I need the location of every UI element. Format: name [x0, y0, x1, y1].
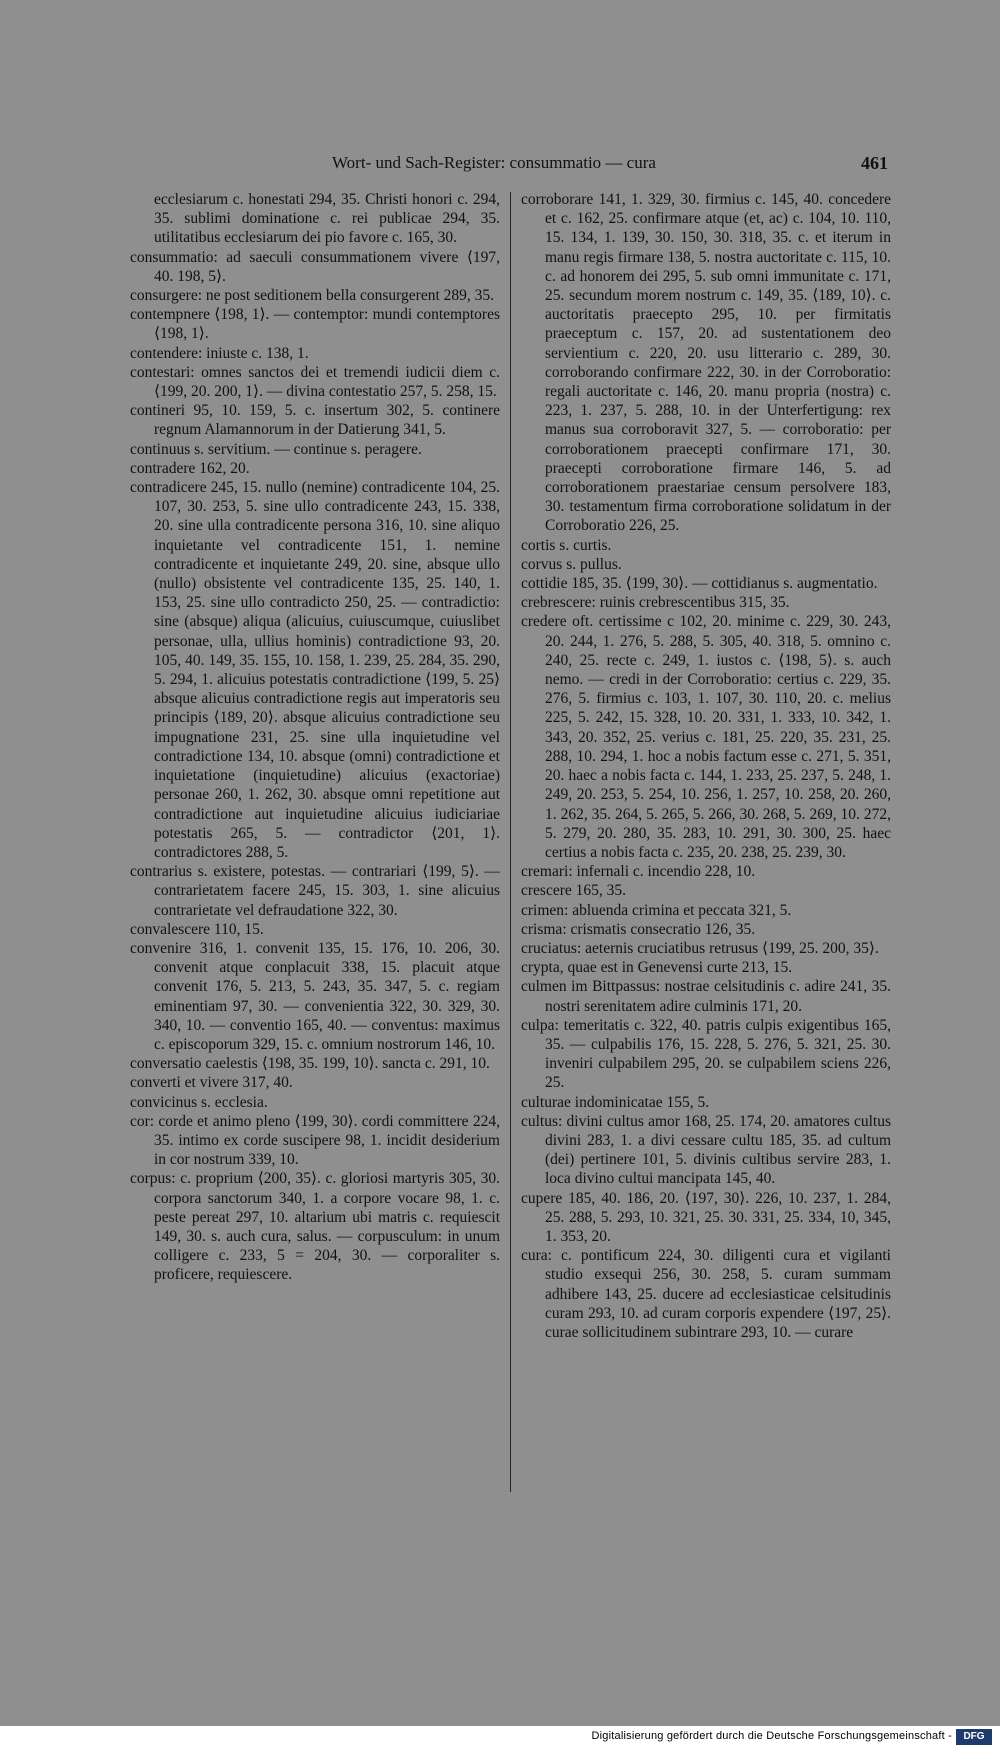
register-entry: crypta, quae est in Genevensi curte 213, 15. — [521, 959, 793, 977]
register-entry: culpa: temeritatis c. 322, 40. patris culpis exigentibus 165, 35. — culpabilis 176, 15. 228, 5. 276, 5. 321, 25. 30. inveniri culpabilem 295, 20. se culpabilem sciens 226, 25. — [521, 1016, 891, 1092]
register-entry: cruciatus: aeternis cruciatibus retrusus ⟨199, 25. 200, 35⟩. — [521, 939, 879, 957]
register-entry: cupere 185, 40. 186, 20. ⟨197, 30⟩. 226, 10. 237, 1. 284, 25. 288, 5. 293, 10. 321, 25. 30. 331, 25. 334, 10, 345, 1. 353, 20. — [521, 1189, 891, 1245]
register-entry: consummatio: ad saeculi consummationem vivere ⟨197, 40. 198, 5⟩. — [130, 248, 500, 285]
dfg-logo: DFG — [956, 1729, 992, 1745]
funding-credit: Digitalisierung gefördert durch die Deutsche Forschungsgemeinschaft - — [591, 1730, 952, 1742]
register-entry: convenire 316, 1. convenit 135, 15. 176, 10. 206, 30. convenit atque conplacuit 338, 15. placuit atque convenit 176, 5. 213, 5. 243, 35. 347, 5. c. regiam eminentiam 97, 30. — convenientia 322, 30. 329, 30. 340, 10. — conventio 165, 40. — conventus: maximus c. episcoporum 329, 15. c. omnium nostrorum 146, 10. — [130, 939, 500, 1053]
register-entry: corpus: c. proprium ⟨200, 35⟩. c. gloriosi martyris 305, 30. corpora sanctorum 340, 1. a corpore vocare 98, 1. c. peste pereat 297, 10. altarium ubi matris c. requiescit 149, 30. s. auch cura, salus. — corpusculum: in unum colligere c. 233, 5 = 204, 30. — corporaliter s. proficere, requiescere. — [130, 1170, 500, 1284]
register-entry: crescere 165, 35. — [521, 882, 627, 900]
column-divider — [510, 192, 511, 1492]
register-entry: credere oft. certissime c 102, 20. minime c. 229, 30. 243, 20. 244, 1. 276, 5. 288, 5. 305, 40. 318, 5. omnino c. 240, 25. recte c. 249, 1. iustos c. ⟨198, 5⟩. s. auch nemo. — credi in der Corroboratio: certius c. 229, 35. 276, 5. firmius c. 103, 1. 107, 30. 110, 20. c. melius 225, 5. 242, 15. 328, 10. 20. 331, 1. 333, 10. 342, 1. 343, 20. 352, 25. verius c. 181, 25. 220, 35. 231, 25. 288, 10. 294, 1. hoc a nobis factum esse c. 271, 5. 351, 20. haec a nobis facta c. 144, 1. 233, 25. 237, 5. 248, 1. 249, 20. 253, 5. 254, 10. 256, 1. 257, 10. 258, 20. 260, 1. 262, 35. 264, 5. 265, 5. 266, 30. 268, 5. 269, 10. 272, 5. 279, 20. 280, 35. 283, 10. 291, 30. 300, 25. haec certius a nobis facta c. 235, 20. 238, 25. 239, 30. — [521, 613, 891, 861]
register-entry: crebrescere: ruinis crebrescentibus 315, 35. — [521, 594, 790, 612]
register-entry: continuus s. servitium. — continue s. peragere. — [130, 440, 422, 458]
register-entry: culturae indominicatae 155, 5. — [521, 1093, 710, 1111]
register-entry: convicinus s. ecclesia. — [130, 1093, 268, 1111]
register-entry: cottidie 185, 35. ⟨199, 30⟩. — cottidianus s. augmentatio. — [521, 575, 878, 593]
register-entry: converti et vivere 317, 40. — [130, 1074, 293, 1092]
register-entry: contendere: iniuste c. 138, 1. — [130, 344, 309, 362]
page-header — [130, 151, 888, 177]
register-entry: corvus s. pullus. — [521, 555, 622, 573]
register-entry: cortis s. curtis. — [521, 536, 612, 554]
register-entry: consurgere: ne post seditionem bella consurgerent 289, 35. — [130, 287, 495, 305]
register-entry: contestari: omnes sanctos dei et tremendi iudicii diem c. ⟨199, 20. 200, 1⟩. — divina contestatio 257, 5. 258, 15. — [130, 363, 500, 401]
register-entry: contradicere 245, 15. nullo (nemine) contradicente 104, 25. 107, 30. 253, 5. sine ullo contradicente 243, 15. 338, 20. sine ulla contradicente persona 316, 10. sine aliquo inquietante vel contradicente 151, 1. nemine contradicente et inquietante 249, 20. sine, absque ullo (nullo) obsistente vel contradicente 135, 25. 140, 1. 153, 25. sine ullo contradicto 250, 25. — contradictio: sine (absque) aliqua (alicuius, cuiuscumque, cuiuslibet personae, ulla, ullius hominis) contradictione 93, 20. 105, 40. 149, 35. 155, 10. 158, 1. 239, 25. 284, 35. 290, 5. 294, 1. alicuius potestatis contradictione ⟨199, 5. 25⟩ absque alicuius contradictione regis aut imperatoris seu principis ⟨189, 20⟩. absque alicuius contradictione seu impugnatione 231, 25. sine ulla inquietudine vel contradictione 134, 10. absque (omni) contradictione et inquietatione (inquietudine) alicuius (exactoriae) personae 260, 1. 262, 30. absque omni repetitione aut contradictione aut inquietudine alicuius iudiciariae potestatis 265, 5. — contradictor ⟨201, 1⟩. contradictores 288, 5. — [130, 479, 500, 861]
register-entry: cultus: divini cultus amor 168, 25. 174, 20. amatores cultus divini 283, 1. a divi cessare cultu 185, 35. ad cultum (dei) pertinere 101, 5. divinis cultibus servire 283, 1. loca divino cultui mancipata 145, 40. — [521, 1112, 891, 1188]
register-entry: cura: c. pontificum 224, 30. diligenti cura et vigilanti studio exsequi 256, 30. 258, 5. curam summam adhibere 143, 25. ducere ad ecclesiasticae celsitudinis curam 293, 10. ad curam corporis expendere ⟨197, 25⟩. curae sollicitudinem subintrare 293, 10. — curare — [521, 1247, 891, 1341]
register-entry: crimen: abluenda crimina et peccata 321, 5. — [521, 901, 792, 919]
register-entry: crisma: crismatis consecratio 126, 35. — [521, 920, 756, 938]
register-entry: ecclesiarum c. honestati 294, 35. Christi honori c. 294, 35. sublimi dominatione c. rei publicae 294, 35. utilitatibus ecclesiarum dei pio favore c. 165, 30. — [154, 191, 500, 247]
left-column — [130, 190, 500, 1285]
register-entry: culmen im Bittpassus: nostrae celsitudinis c. adire 241, 35. nostri serenitatem adire culminis 171, 20. — [521, 978, 891, 1015]
register-entry: convalescere 110, 15. — [130, 920, 264, 938]
register-entry: contrarius s. existere, potestas. — contrariari ⟨199, 5⟩. — contrarietatem facere 245, 15. 303, 1. sine alicuius contrarietate vel defraudatione 322, 30. — [130, 863, 500, 919]
running-title: Wort- und Sach-Register: consummatio — cura — [332, 153, 656, 172]
register-entry: contineri 95, 10. 159, 5. c. insertum 302, 5. continere regnum Alamannorum in der Datierung 341, 5. — [130, 402, 500, 439]
register-entry: contempnere ⟨198, 1⟩. — contemptor: mundi contemptores ⟨198, 1⟩. — [130, 306, 500, 343]
register-entry: cor: corde et animo pleno ⟨199, 30⟩. cordi committere 224, 35. intimo ex corde suscipere 98, 1. incidit desiderium in cor nostrum 339, 10. — [130, 1112, 500, 1169]
register-entry: cremari: infernali c. incendio 228, 10. — [521, 863, 756, 881]
register-entry: corroborare 141, 1. 329, 30. firmius c. 145, 40. concedere et c. 162, 25. confirmare atque (et, ac) c. 104, 10. 110, 15. 134, 1. 139, 30. 150, 30. 318, 35. c. et iterum in manu regis firmare 138, 5. nostra auctoritate c. 115, 10. c. ad honorem dei 295, 5. sub omni immunitate c. 171, 25. secundum morem nostrum c. 149, 35. ⟨189, 10⟩. c. auctoritatis praecepto 295, 10. per firmitatis praeceptum c. 157, 20. ad sustentationem deo servientium c. 220, 20. usu litterario c. 289, 30. corroborando confirmare 222, 30. in der Corroboratio: regali auctoritate c. 146, 20. manu propria (nostra) c. 223, 1. 237, 5. 288, 10. in der Unterfertigung: rex manus sua corroboravit 327, 5. — corroboratio: per corroborationem praecepti confirmare 171, 30. praecepti corroboratione firmare 146, 5. ad corroborationem praestariae censum persolvere 183, 30. testamentum firma corroboratione solidatum in der Corroboratio 226, 25. — [521, 191, 891, 535]
register-entry: conversatio caelestis ⟨198, 35. 199, 10⟩. sancta c. 291, 10. — [130, 1055, 490, 1073]
right-column — [521, 190, 891, 1342]
register-entry: contradere 162, 20. — [130, 459, 250, 477]
footer-bar — [0, 1726, 1000, 1751]
page-number: 461 — [861, 153, 888, 173]
